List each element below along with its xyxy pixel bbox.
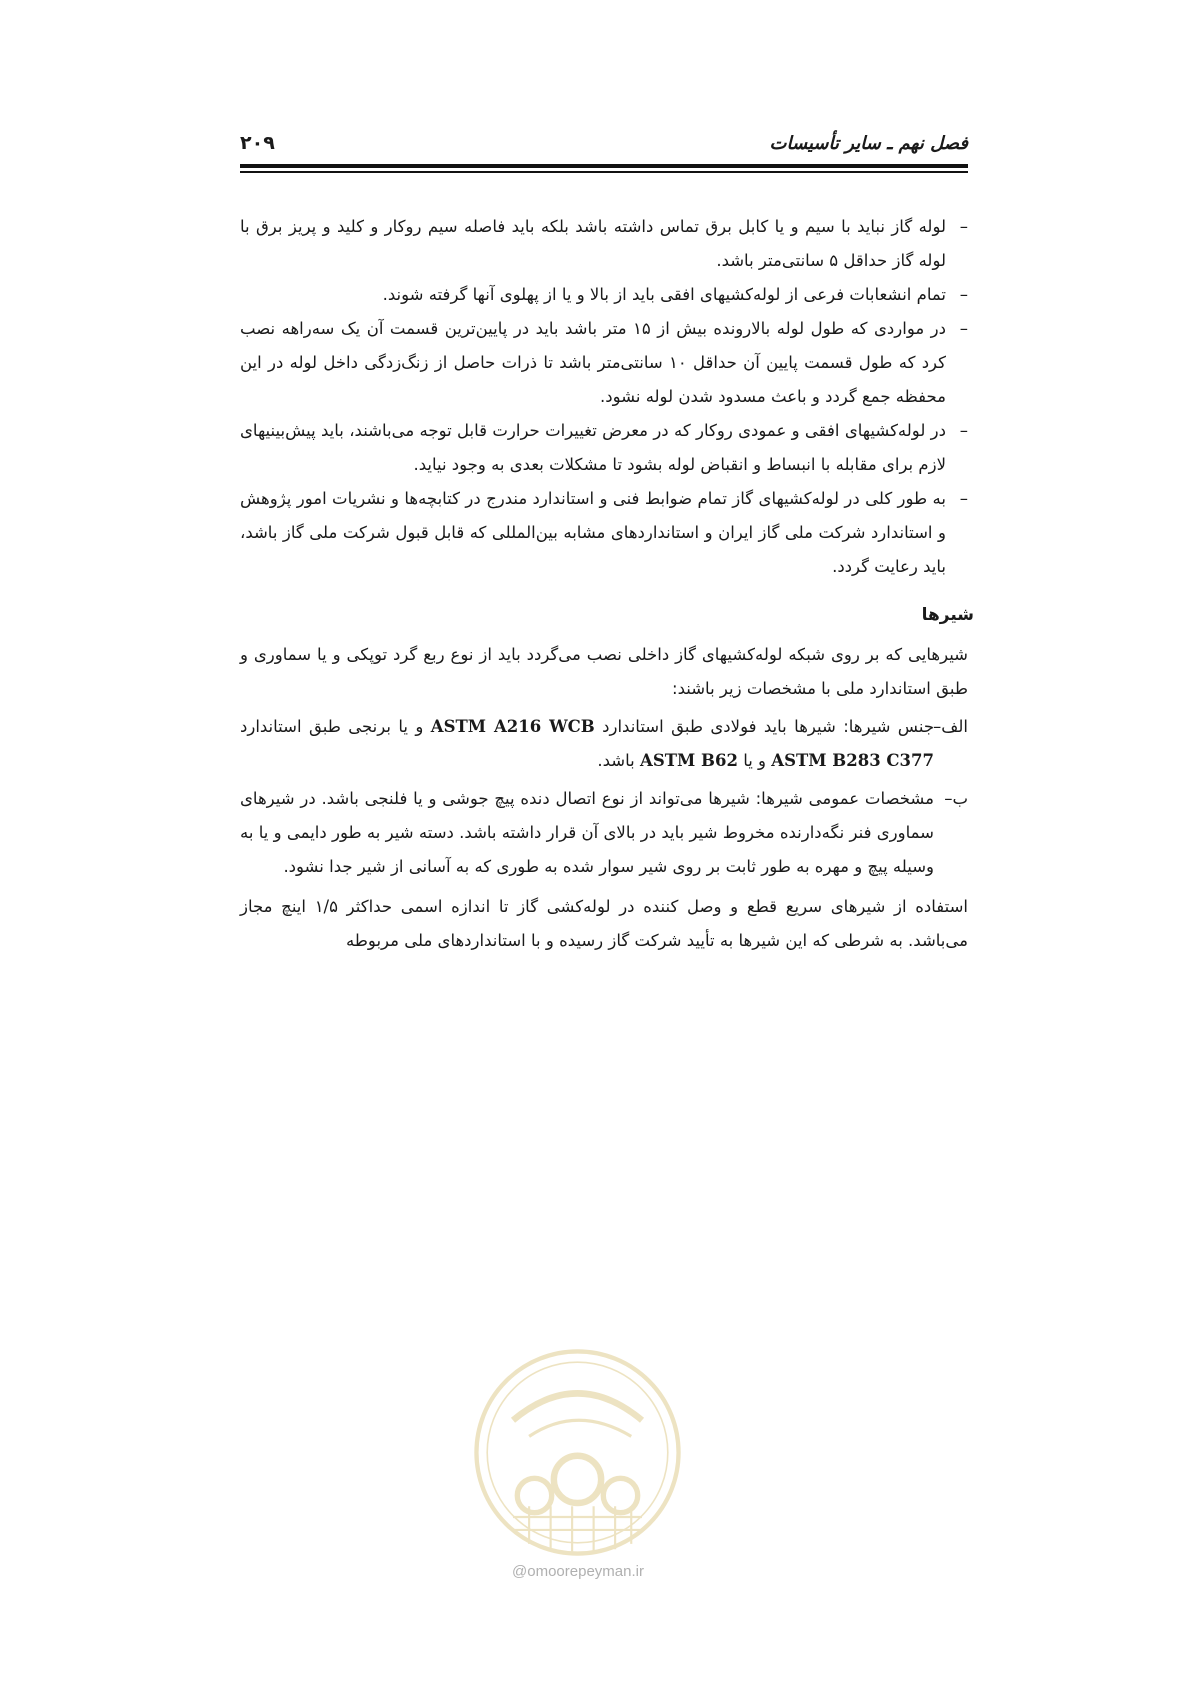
dash-marker: – (959, 421, 968, 440)
bullet-item: – لوله گاز نباید با سیم و یا کابل برق تماس داشته باشد بلکه باید فاصله سیم روکار و کلید و پریز برق با لوله گاز حداقل ۵ سانتی‌متر باشد. (240, 210, 968, 278)
dash-marker: – (959, 489, 968, 508)
standard-code: ASTM B283 C377 (771, 751, 934, 770)
dash-marker: – (959, 217, 968, 236)
section-heading: شیرها (921, 605, 974, 625)
item-marker: ب– (944, 789, 968, 808)
standard-code: ASTM A216 WCB (430, 717, 595, 736)
dash-marker: – (959, 285, 968, 304)
header-rule-thick (240, 164, 968, 168)
header-rule-thin (240, 171, 968, 173)
bullet-item: – تمام انشعابات فرعی از لوله‌کشیهای افقی باید از بالا و یا از پهلوی آنها گرفته شوند. (240, 278, 968, 312)
bullet-item: – در مواردی که طول لوله بالارونده بیش از ۱۵ متر باشد باید در پایین‌ترین قسمت آن یک سه‌راهه نصب کرد که طول قسمت پایین آن حداقل ۱۰ سانتی‌متر باشد تا ذرات حاصل از زنگ‌زدگی داخل لوله در این محفظه جمع گردد و باعث مسدود شدن لوله نشود. (240, 312, 968, 414)
watermark-url: @omoorepeyman.ir (512, 1563, 644, 1580)
list-item-a: الف– جنس شیرها: شیرها باید فولادی طبق استاندارد ASTM A216 WCB و یا برنجی طبق استاندارد ASTM B283 C377 و یا ASTM B62 باشد. (240, 710, 968, 778)
page-header (240, 128, 968, 158)
list-item-b: ب– مشخصات عمومی شیرها: شیرها می‌تواند از نوع اتصال دنده پیچ جوشی و یا فلنجی باشد. در شیرهای سماوری فنر نگه‌دارنده مخروط شیر باید در بالای آن قرار داشته باشد. دسته شیر به طور دایمی و یا به وسیله پیچ و مهره به طور ثابت بر روی شیر سوار شده به طوری که به آسانی از شیر جدا نشود. (240, 782, 968, 884)
item-marker: الف– (933, 717, 968, 736)
watermark-seal-logo (470, 1345, 685, 1560)
at-icon: @ (512, 1563, 528, 1580)
bullet-list (240, 210, 968, 584)
closing-paragraph: استفاده از شیرهای سریع قطع و وصل کننده در لوله‌کشی گاز تا اندازه اسمی حداکثر ۱/۵ اینچ مجاز می‌باشد. به شرطی که این شیرها به تأیید شرکت گاز رسیده و با استانداردهای ملی مربوطه (240, 897, 968, 950)
section-intro: شیرهایی که بر روی شبکه لوله‌کشیهای گاز داخلی نصب می‌گردد باید از نوع ربع گرد توپکی و یا سماوری و طبق استاندارد ملی با مشخصات زیر باشند: (240, 645, 968, 698)
bullet-item: – در لوله‌کشیهای افقی و عمودی روکار که در معرض تغییرات حرارت قابل توجه می‌باشند، باید پیش‌بینیهای لازم برای مقابله با انبساط و انقباض لوله بشود تا مشکلات بعدی به وجود نیاید. (240, 414, 968, 482)
standard-code: ASTM B62 (640, 751, 738, 770)
page-body (240, 210, 974, 958)
bullet-item: – به طور کلی در لوله‌کشیهای گاز تمام ضوابط فنی و استاندارد مندرج در کتابچه‌ها و نشریات امور پژوهش و استاندارد شرکت ملی گاز ایران و استانداردهای مشابه بین‌المللی که قابل قبول شرکت ملی گاز باشد، باید رعایت گردد. (240, 482, 968, 584)
page-number: ۲۰۹ (240, 132, 275, 154)
running-title: فصل نهم ـ سایر تأسیسات (769, 132, 968, 154)
dash-marker: – (959, 319, 968, 338)
